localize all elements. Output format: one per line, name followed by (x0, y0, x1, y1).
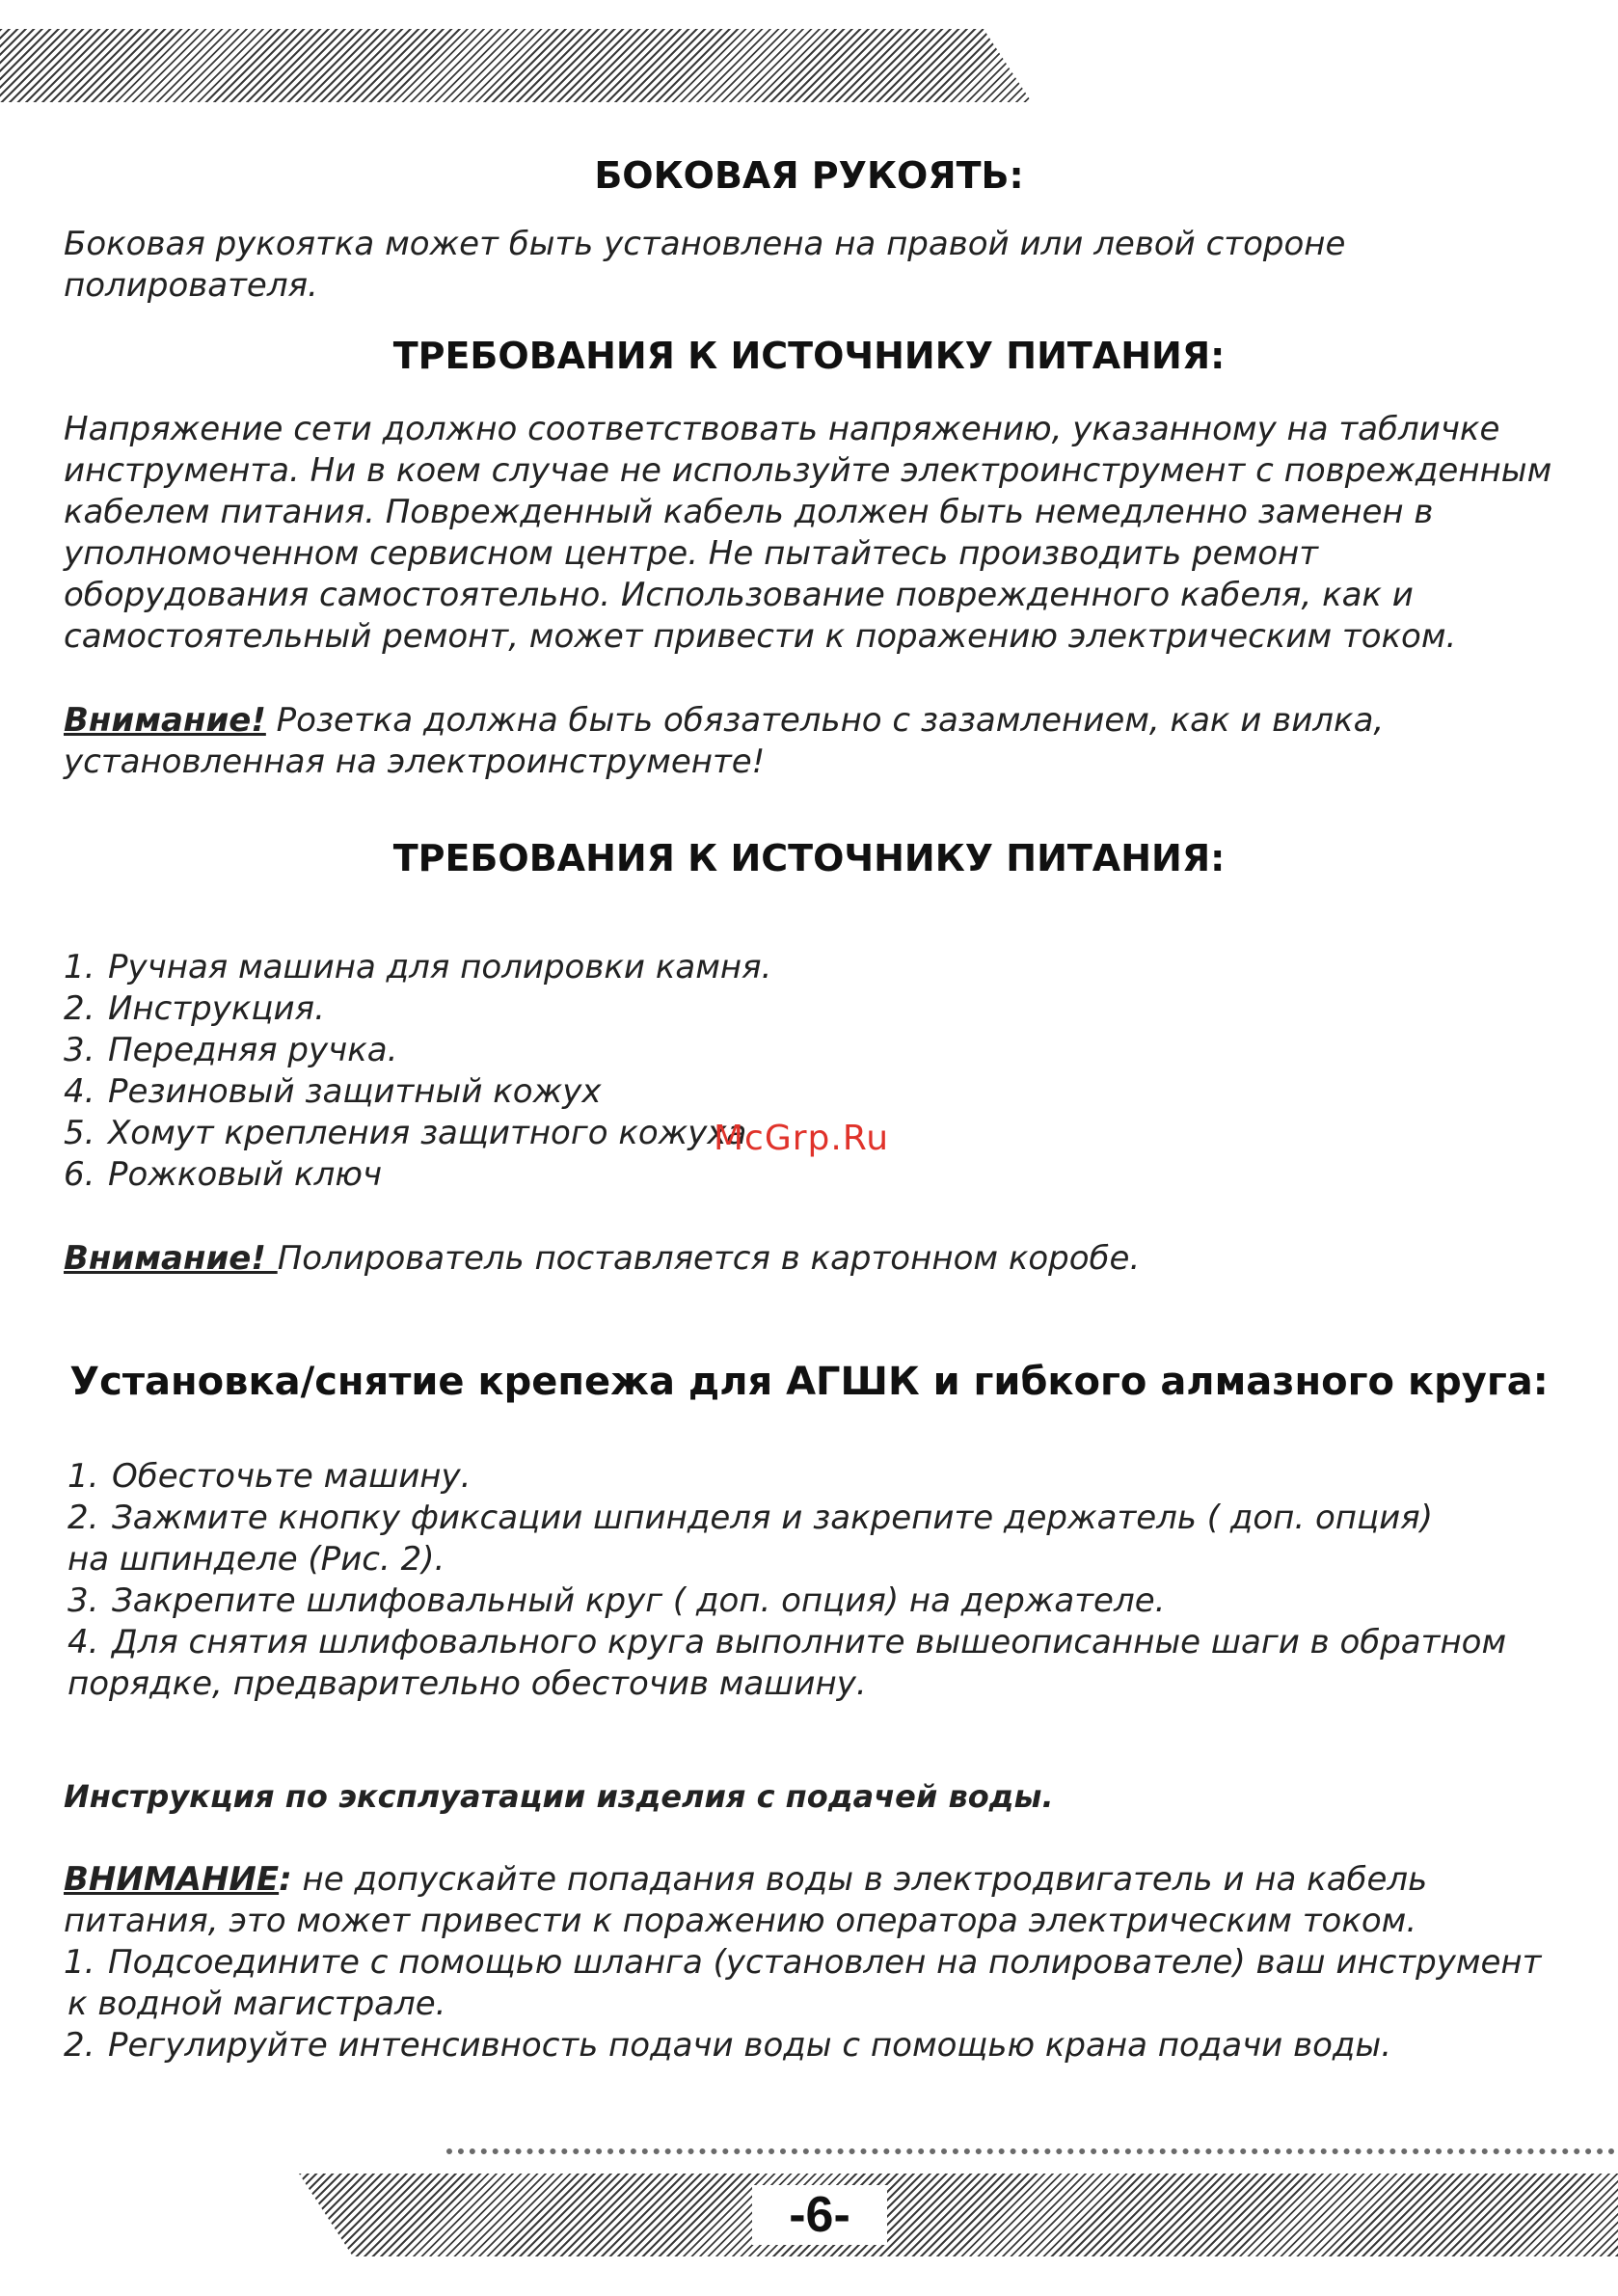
package-contents-list (64, 947, 1587, 1196)
list-item-continuation: на шпинделе (Рис. 2). (67, 1540, 445, 1579)
warning-label: Внимание! (64, 1239, 278, 1278)
power-requirements-text: Напряжение сети должно соответствовать напряжению, указанному на табличке инструмента. Ни в коем случае не используйте электроинструмент с поврежденным кабелем питания. Поврежденный кабель должен быть немедленно заменен в уполномоченном сервисном центре. Не пытайтесь производить ремонт оборудования самостоятельно. Использование поврежденного кабеля, как и самостоятельный ремонт, может привести к поражению электрическим током. (64, 410, 1552, 656)
list-item: 2. Зажмите кнопку фиксации шпинделя и закрепите держатель ( доп. опция) (67, 1499, 1433, 1537)
heading-package-contents: ТРЕБОВАНИЯ К ИСТОЧНИКУ ПИТАНИЯ: (392, 837, 1226, 879)
list-item: 1. Подсоедините с помощью шланга (установлен на полирователе) ваш инструмент (64, 1943, 1542, 1982)
list-item-continuation: порядке, предварительно обесточив машину. (67, 1664, 867, 1703)
list-item: 1. Обесточьте машину. (67, 1457, 472, 1496)
power-warning (64, 700, 1568, 783)
watermark: McGrp.Ru (714, 1119, 890, 1158)
top-decorative-band (0, 29, 1032, 102)
water-steps-list (64, 1942, 1587, 2066)
water-feed-heading: Инструкция по эксплуатации изделия с подачей воды. (64, 1778, 1054, 1815)
page-number: -6- (752, 2185, 887, 2245)
list-item: 3. Закрепите шлифовальный круг ( доп. опция) на держателе. (67, 1581, 1166, 1620)
side-handle-text: Боковая рукоятка может быть установлена на правой или левой стороне полирователя. (64, 225, 1346, 305)
package-warning (64, 1238, 1568, 1280)
mounting-steps-list (67, 1456, 1591, 1705)
list-item: 2. Регулируйте интенсивность подачи воды с помощью крана подачи воды. (64, 2026, 1392, 2065)
warning-label: ВНИМАНИЕ (64, 1860, 280, 1899)
list-item: 4. Резиновый защитный кожух (64, 1072, 602, 1111)
warning-text: Полирователь поставляется в картонном коробе. (277, 1239, 1141, 1278)
list-item-continuation: к водной магистрале. (67, 1985, 446, 2023)
warning-label: Внимание! (64, 701, 266, 740)
warning-text: не допускайте попадания воды в электродвигатель и на кабель питания, это может привести к поражению оператора электрическим током. (64, 1860, 1428, 1940)
list-item: 1. Ручная машина для полировки камня. (64, 948, 772, 986)
list-item: 2. Инструкция. (64, 989, 325, 1028)
list-item: 5. Хомут крепления защитного кожуха (64, 1114, 747, 1152)
warning-text: Розетка должна быть обязательно с зазамлением, как и вилка, установленная на электроинструменте! (64, 701, 1385, 781)
bottom-decorative-band (299, 2174, 1618, 2256)
footer-dotted-rule (446, 2148, 1615, 2154)
list-item: 4. Для снятия шлифовального круга выполните вышеописанные шаги в обратном (67, 1623, 1507, 1661)
list-item: 3. Передняя ручка. (64, 1031, 398, 1069)
list-item: 6. Рожковый ключ (64, 1155, 383, 1194)
water-warning: ВНИМАНИЕ: не допускайте попадания воды в электродвигатель и на кабель питания, это может привести к поражению оператора электрическим током. (64, 1860, 1428, 1940)
heading-mounting: Установка/снятие крепежа для АГШК и гибкого алмазного круга: (69, 1360, 1549, 1404)
heading-power-requirements: ТРЕБОВАНИЯ К ИСТОЧНИКУ ПИТАНИЯ: (392, 335, 1226, 377)
heading-side-handle: БОКОВАЯ РУКОЯТЬ: (594, 154, 1024, 197)
